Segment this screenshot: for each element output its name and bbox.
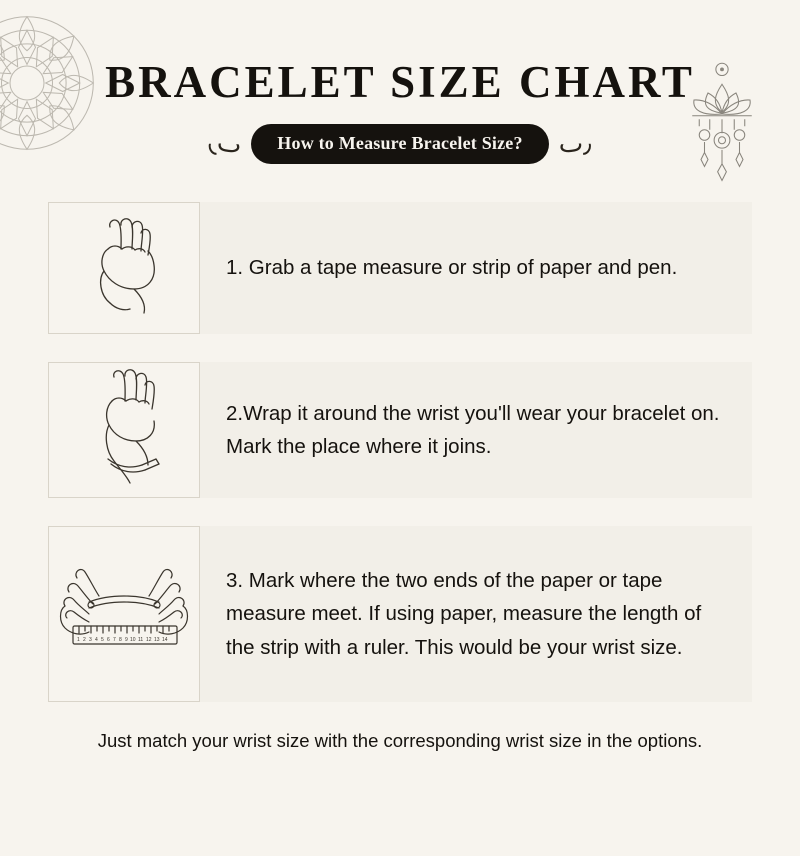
svg-text:12: 12 (146, 637, 152, 643)
step-2-figure (48, 362, 200, 498)
svg-text:2: 2 (83, 637, 86, 643)
step-3-text: 3. Mark where the two ends of the paper or tape measure meet. If using paper, measure the length of the strip with a ruler. This would be your wrist size. (226, 569, 702, 659)
svg-text:6: 6 (107, 637, 110, 643)
step-2-text: 2.Wrap it around the wrist you'll wear your bracelet on. Mark the place where it joins. (226, 401, 720, 458)
svg-text:9: 9 (125, 637, 128, 643)
hands-measuring-strip-with-ruler-illustration-icon (55, 548, 193, 680)
steps-list (0, 202, 800, 702)
svg-text:10: 10 (130, 637, 136, 643)
svg-text:8: 8 (119, 637, 122, 643)
svg-text:14: 14 (162, 637, 168, 643)
svg-text:11: 11 (138, 637, 144, 643)
svg-text:1: 1 (77, 637, 80, 643)
svg-text:3: 3 (89, 637, 92, 643)
subtitle-row (0, 124, 800, 164)
step-3-figure (48, 526, 200, 702)
wrist-wrapped-with-tape-illustration-icon (64, 363, 184, 497)
footer-note: Just match your wrist size with the corresponding wrist size in the options. (97, 730, 703, 751)
svg-text:5: 5 (101, 637, 104, 643)
step-1-text: 1. Grab a tape measure or strip of paper and pen. (226, 256, 678, 280)
list-item (48, 202, 752, 334)
subtitle-badge: How to Measure Bracelet Size? (251, 124, 548, 164)
list-item (48, 526, 752, 702)
flourish-right-icon: ٫ٮ (558, 129, 592, 158)
svg-text:13: 13 (154, 637, 160, 643)
flourish-left-icon: ٫ٮ (208, 129, 242, 158)
page-title: BRACELET SIZE CHART (105, 57, 695, 107)
svg-text:7: 7 (113, 637, 116, 643)
fist-with-tape-illustration-icon (64, 209, 184, 327)
step-1-figure (48, 202, 200, 334)
list-item (48, 362, 752, 498)
svg-text:4: 4 (95, 637, 98, 643)
